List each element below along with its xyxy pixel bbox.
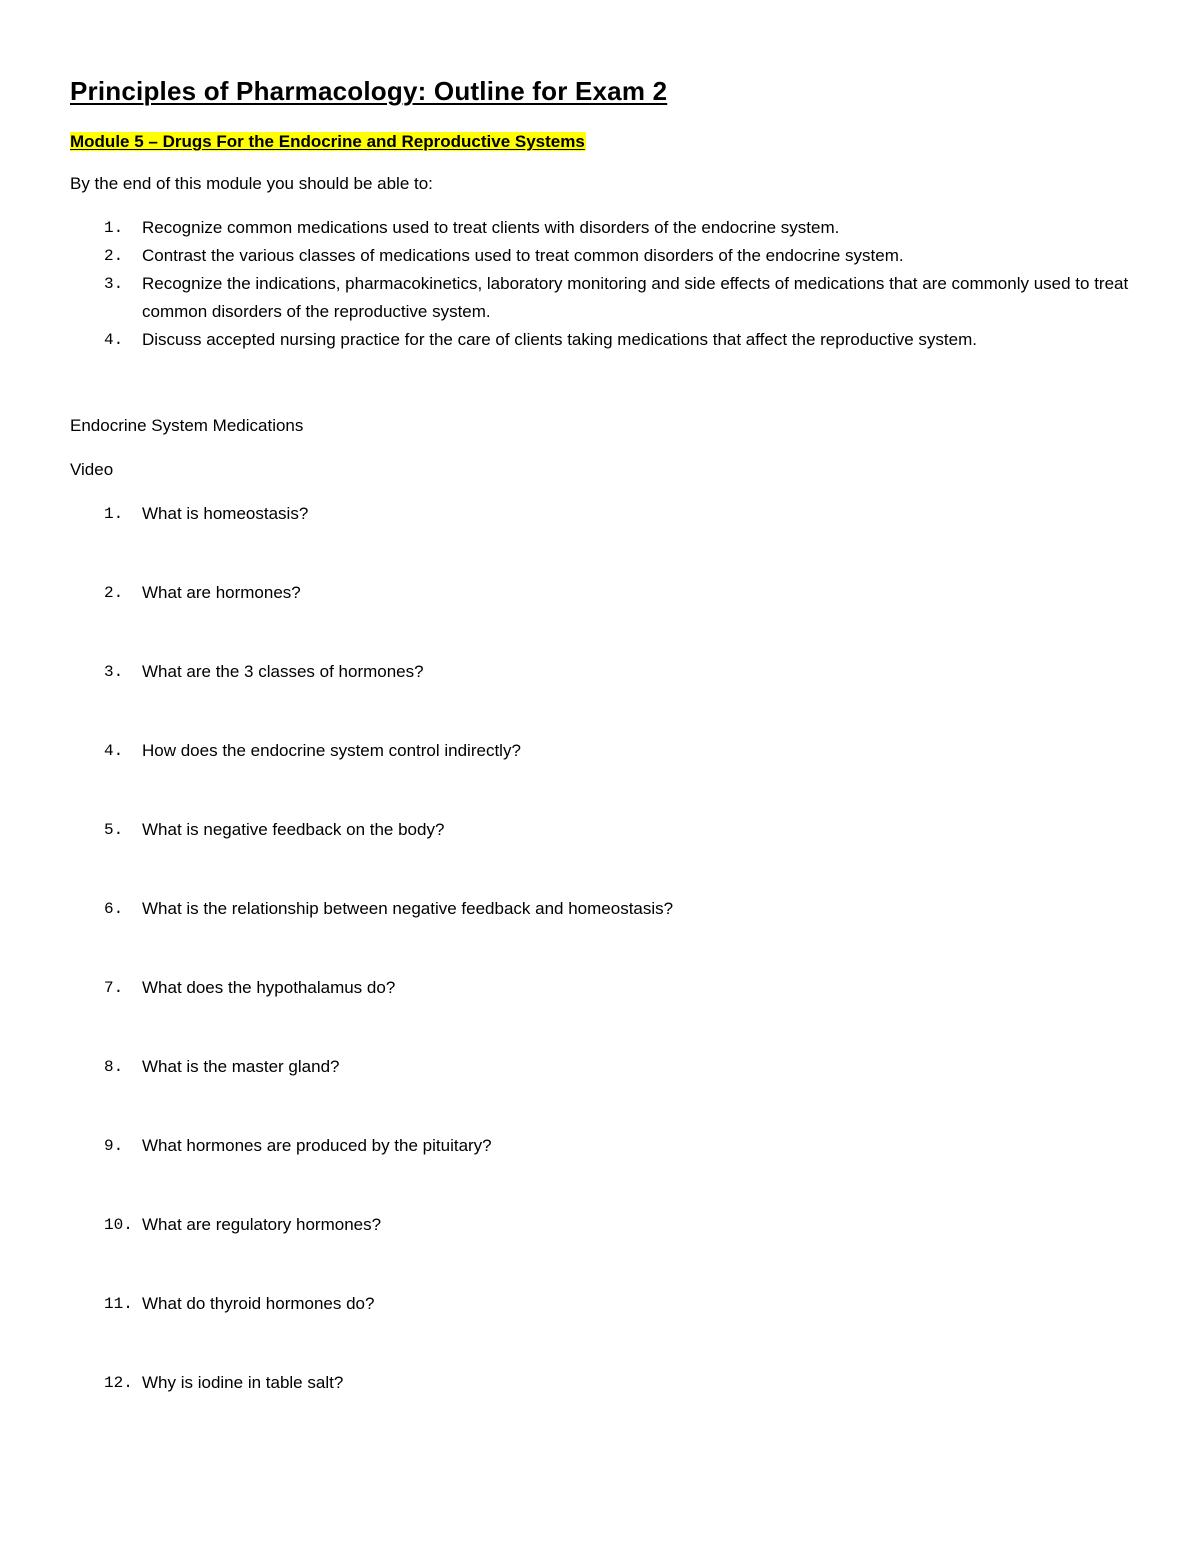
question-item: [70, 1371, 1130, 1395]
question-text: What is the relationship between negative feedback and homeostasis?: [142, 899, 674, 918]
subheading-video: Video: [70, 460, 114, 479]
questions-list: [70, 502, 1130, 1395]
question-number: 1.: [104, 505, 124, 523]
objective-text: Contrast the various classes of medications used to treat common disorders of the endocrine system.: [142, 246, 904, 265]
question-item: [70, 1134, 1130, 1158]
module-heading: [70, 130, 1130, 154]
objective-number: 4.: [104, 331, 124, 349]
question-number: 2.: [104, 584, 124, 602]
question-item: [70, 1213, 1130, 1237]
question-number: 5.: [104, 821, 124, 839]
question-item: [70, 502, 1130, 526]
objective-number: 1.: [104, 219, 124, 237]
question-text: What is the master gland?: [142, 1057, 340, 1076]
objective-text: Recognize common medications used to treat clients with disorders of the endocrine system.: [142, 218, 840, 237]
question-item: [70, 897, 1130, 921]
objective-item: [70, 242, 1130, 270]
question-item: [70, 1292, 1130, 1316]
question-number: 12.: [104, 1374, 133, 1392]
question-item: [70, 1055, 1130, 1079]
question-number: 9.: [104, 1137, 124, 1155]
question-text: What do thyroid hormones do?: [142, 1294, 375, 1313]
question-item: [70, 581, 1130, 605]
objective-item: [70, 326, 1130, 354]
intro-text: By the end of this module you should be able to:: [70, 174, 433, 193]
objectives-list: [70, 214, 1130, 354]
objective-item: [70, 270, 1130, 326]
question-number: 6.: [104, 900, 124, 918]
question-number: 8.: [104, 1058, 124, 1076]
objective-number: 2.: [104, 247, 124, 265]
question-text: What are hormones?: [142, 583, 301, 602]
question-number: 3.: [104, 663, 124, 681]
question-number: 11.: [104, 1295, 133, 1313]
question-item: [70, 818, 1130, 842]
question-number: 4.: [104, 742, 124, 760]
objective-text: Recognize the indications, pharmacokinetics, laboratory monitoring and side effects of medications that are commonly used to treat common disorders of the reproductive system.: [142, 274, 1129, 321]
document-title: Principles of Pharmacology: Outline for Exam 2: [70, 76, 668, 106]
question-text: How does the endocrine system control indirectly?: [142, 741, 521, 760]
question-number: 7.: [104, 979, 124, 997]
question-text: What hormones are produced by the pituitary?: [142, 1136, 492, 1155]
question-text: What is homeostasis?: [142, 504, 309, 523]
objective-item: [70, 214, 1130, 242]
question-text: What is negative feedback on the body?: [142, 820, 445, 839]
question-text: What are the 3 classes of hormones?: [142, 662, 424, 681]
objective-number: 3.: [104, 275, 124, 293]
module-heading-text: Module 5 – Drugs For the Endocrine and Reproductive Systems: [70, 132, 585, 151]
section-heading: Endocrine System Medications: [70, 416, 304, 435]
question-text: What are regulatory hormones?: [142, 1215, 382, 1234]
objective-text: Discuss accepted nursing practice for the care of clients taking medications that affect the reproductive system.: [142, 330, 977, 349]
document-page: [70, 74, 1130, 1450]
question-item: [70, 976, 1130, 1000]
question-text: What does the hypothalamus do?: [142, 978, 396, 997]
question-item: [70, 660, 1130, 684]
question-text: Why is iodine in table salt?: [142, 1373, 344, 1392]
question-number: 10.: [104, 1216, 133, 1234]
question-item: [70, 739, 1130, 763]
